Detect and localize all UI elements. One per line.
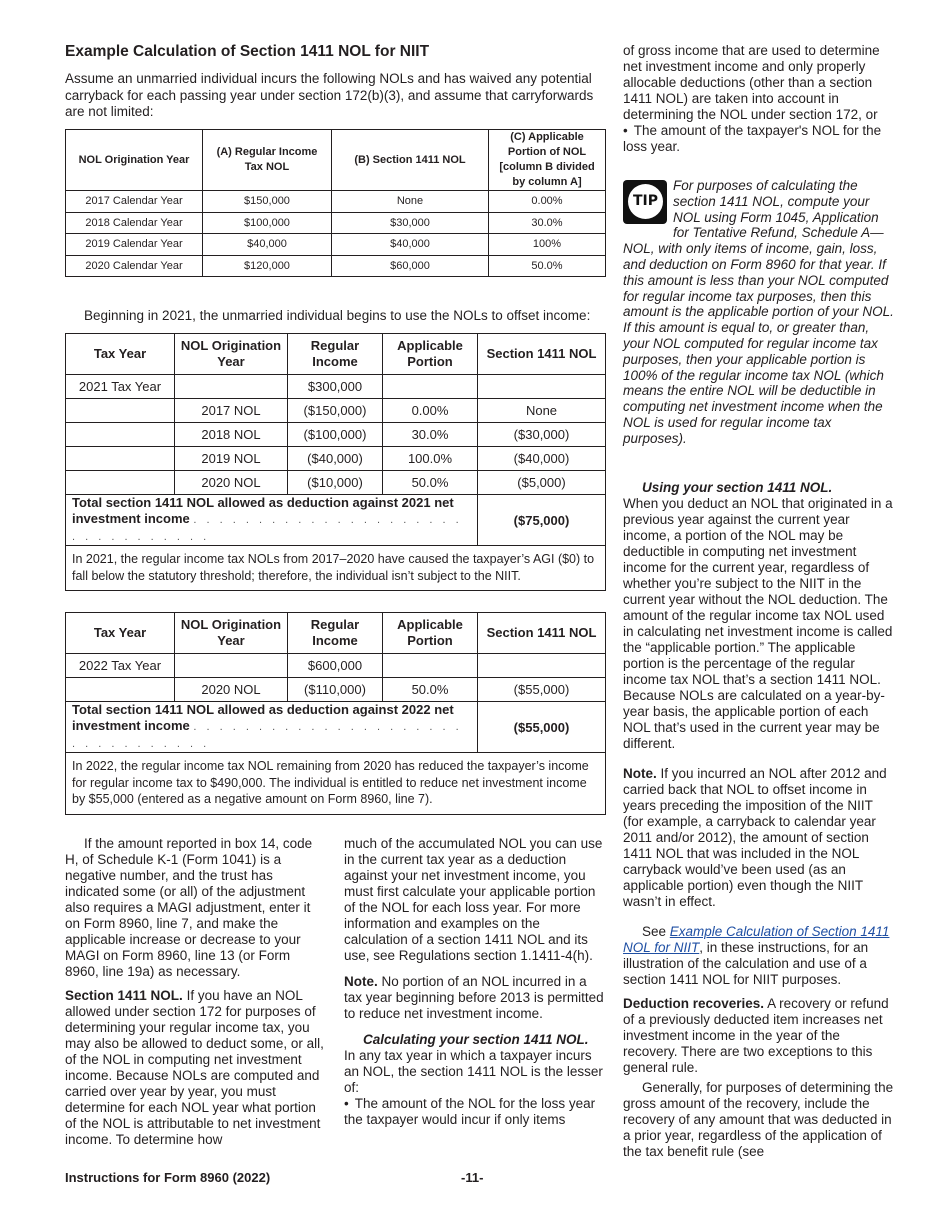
table-cell: 30.0% (383, 423, 478, 447)
column-3-bottom (623, 480, 895, 1168)
footer-form-title: Instructions for Form 8960 (2022) (65, 1170, 271, 1185)
table-cell: 50.0% (383, 678, 478, 702)
column-3-top (623, 43, 895, 163)
generally-paragraph: Generally, for purposes of determining the gross amount of the recovery, include the recovery of any amount that was deducted in a prior year, regardless of the application of the tax benefit rule (see (623, 1080, 894, 1159)
table-cell: ($150,000) (288, 399, 383, 423)
table-cell (66, 471, 175, 495)
see-suffix: , in these instructions, for an illustration of the calculation and use of a section 1411 NOL for NIIT purposes. (623, 940, 869, 987)
column-2 (344, 836, 606, 1136)
table-cell: ($5,000) (478, 471, 606, 495)
total-row (66, 702, 606, 753)
header-regular-income: Regular Income (288, 334, 383, 375)
table-cell: $100,000 (203, 212, 332, 234)
table-cell (478, 375, 606, 399)
table-row (66, 375, 606, 399)
page-number: -11- (461, 1170, 484, 1185)
total-label-line1: Total section 1411 NOL allowed as deduction against 2021 net (72, 495, 454, 510)
table-note: In 2022, the regular income tax NOL remaining from 2020 has reduced the taxpayer’s income for regular income tax to $490,000. The individual is entitled to reduce net investment income by $55,000 (entered as a negative amount on Form 8960, line 7). (66, 753, 606, 815)
table-cell: ($40,000) (288, 447, 383, 471)
table-cell (175, 375, 288, 399)
example-calculation-link[interactable]: Example Calculation of Section 1411 NOL for NIIT (623, 924, 890, 955)
table-cell: 2018 Calendar Year (66, 212, 203, 234)
leader-dots: . . . . . . . . . . . . . . . . . . . . . . . . . . . . . . . . (72, 721, 463, 750)
table-cell: ($30,000) (478, 423, 606, 447)
note-paragraph (623, 766, 895, 910)
bullet-item: • The amount of the NOL for the loss year the taxpayer would incur if only items (344, 1096, 606, 1128)
table-header-row (66, 613, 606, 654)
deduction-recoveries-paragraph (623, 996, 895, 1076)
table-cell: 2021 Tax Year (66, 375, 175, 399)
table-cell: ($100,000) (288, 423, 383, 447)
header-regular-income-tax-nol: (A) Regular Income Tax NOL (203, 130, 332, 191)
note-row (66, 753, 606, 815)
table-cell: 100.0% (383, 447, 478, 471)
table-cell: 50.0% (383, 471, 478, 495)
table-cell: 0.00% (489, 191, 606, 213)
table-cell (66, 447, 175, 471)
table-cell: 2018 NOL (175, 423, 288, 447)
intro-paragraph: Assume an unmarried individual incurs the following NOLs and has waived any potential carryback for each passing year under section 172(b)(3), and assume that carryforwards are not limited: (65, 71, 594, 119)
table-cell: ($10,000) (288, 471, 383, 495)
header-nol-origination-year: NOL Origination Year (175, 613, 288, 654)
table-row (66, 255, 606, 277)
table-cell: 2019 NOL (175, 447, 288, 471)
table-cell: None (478, 399, 606, 423)
table-cell (175, 654, 288, 678)
table-cell: 2022 Tax Year (66, 654, 175, 678)
table-cell: 50.0% (489, 255, 606, 277)
header-nol-origination-year: NOL Origination Year (175, 334, 288, 375)
table-cell: 0.00% (383, 399, 478, 423)
table-cell (66, 423, 175, 447)
table-row (66, 678, 606, 702)
total-value: ($75,000) (478, 495, 606, 546)
table-cell: $60,000 (332, 255, 489, 277)
header-applicable-portion: Applicable Portion (383, 334, 478, 375)
note-text: No portion of an NOL incurred in a tax year beginning before 2013 is permitted to reduce net investment income. (344, 974, 604, 1021)
note-text: If you incurred an NOL after 2012 and carried back that NOL to offset income in years preceding the imposition of the NIIT (for example, a carryback to calendar year 2011 and/or 2012), the amount of section 1411 NOL that was included in the NOL carryback would’ve been used (as an applicable portion) even though the NIIT wasn’t in effect. (623, 766, 887, 909)
table-cell: ($55,000) (478, 678, 606, 702)
header-section-1411-nol: (B) Section 1411 NOL (332, 130, 489, 191)
using-paragraph (623, 480, 895, 752)
column-1 (65, 836, 327, 1156)
table-cell: 2017 Calendar Year (66, 191, 203, 213)
tax-year-2022-table (65, 612, 606, 815)
table-cell: $150,000 (203, 191, 332, 213)
note-heading: Note. (623, 766, 657, 781)
table-cell: ($110,000) (288, 678, 383, 702)
table-header-row (66, 130, 606, 191)
see-prefix: See (642, 924, 670, 939)
beginning-text: Beginning in 2021, the unmarried individual begins to use the NOLs to offset income: (84, 308, 591, 323)
header-tax-year: Tax Year (66, 613, 175, 654)
total-label (66, 702, 478, 753)
table-row (66, 423, 606, 447)
deduction-recoveries-heading: Deduction recoveries. (623, 996, 765, 1011)
table-cell: 30.0% (489, 212, 606, 234)
note-row (66, 546, 606, 591)
table-row (66, 471, 606, 495)
table-row (66, 191, 606, 213)
table-cell: $40,000 (332, 234, 489, 256)
table-cell: $600,000 (288, 654, 383, 678)
table-row (66, 654, 606, 678)
header-regular-income: Regular Income (288, 613, 383, 654)
section-title: Example Calculation of Section 1411 NOL for NIIT (65, 43, 430, 60)
table-row (66, 447, 606, 471)
table-cell: ($40,000) (478, 447, 606, 471)
total-label-line1: Total section 1411 NOL allowed as deduction against 2022 net (72, 702, 454, 717)
section-1411-nol-paragraph (65, 988, 327, 1148)
total-value: ($55,000) (478, 702, 606, 753)
leader-dots: . . . . . . . . . . . . . . . . . . . . . . . . . . . . . . . . (72, 514, 463, 543)
accumulated-nol-paragraph: much of the accumulated NOL you can use in the current tax year as a deduction against your net investment income, you must first calculate your applicable portion of the NOL for each loss year. For more information and examples on the calculation of a section 1411 NOL and its use, see Regulations section 1.1411-4(h). (344, 836, 603, 963)
table-cell: $300,000 (288, 375, 383, 399)
calculating-text: In any tax year in which a taxpayer incurs an NOL, the section 1411 NOL is the lesser of: (344, 1048, 603, 1095)
table-cell (66, 678, 175, 702)
tip-text: For purposes of calculating the section 1411 NOL, compute your NOL using Form 1045, Application for Tentative Refund, Schedule A—NOL, with only items of income, gain, loss, and deduction on Form 8960 for that year. If this amount is less than your NOL computed for regular income tax purposes, then this amount is the applicable portion of your NOL. If this amount is equal to, or greater than, your NOL computed for regular income tax purposes, then your applicable portion is 100% of the regular income tax NOL (which means the entire NOL will be deductible in computing net investment income when the NOL is used for regular income tax purposes). (623, 178, 894, 446)
tip-box (623, 178, 895, 447)
table-row (66, 212, 606, 234)
table-cell: 2020 NOL (175, 471, 288, 495)
table-cell (478, 654, 606, 678)
calculating-heading: Calculating your section 1411 NOL. (363, 1032, 589, 1047)
table-cell (383, 654, 478, 678)
deduction-recoveries-text: A recovery or refund of a previously deducted item increases net investment income in the year of the recovery. There are two exceptions to this general rule. (623, 996, 889, 1075)
header-applicable-portion: Applicable Portion (383, 613, 478, 654)
table-row (66, 399, 606, 423)
table-cell: 100% (489, 234, 606, 256)
table-row (66, 234, 606, 256)
note-paragraph (344, 974, 606, 1022)
total-row (66, 495, 606, 546)
table-note: In 2021, the regular income tax NOLs from 2017–2020 have caused the taxpayer’s AGI ($0) to fall below the statutory threshold; therefore, the individual isn’t subject to the NIIT. (66, 546, 606, 591)
gross-income-paragraph: of gross income that are used to determine net investment income and only properly allocable deductions (other than a section 1411 NOL) are taken into account in determining the NOL under section 172, or (623, 43, 880, 122)
header-section-1411-nol: Section 1411 NOL (478, 334, 606, 375)
table-cell: 2020 Calendar Year (66, 255, 203, 277)
table-cell: $30,000 (332, 212, 489, 234)
table-cell (383, 375, 478, 399)
table-cell (66, 399, 175, 423)
using-heading: Using your section 1411 NOL. (642, 480, 833, 495)
table-cell: 2017 NOL (175, 399, 288, 423)
calculating-paragraph (344, 1032, 606, 1096)
total-label (66, 495, 478, 546)
section-1411-nol-text: If you have an NOL allowed under section 172 for purposes of determining your regular income tax, you may also be allowed to deduct some, or all, of the NOL in computing net investment income. Because NOLs are computed and carried over year by year, you must determine for each NOL year what portion of the NOL is attributable to net investment income. To determine how (65, 988, 324, 1147)
tip-label: TIP (628, 184, 663, 219)
table-header-row (66, 334, 606, 375)
section-1411-nol-heading: Section 1411 NOL. (65, 988, 183, 1003)
header-nol-origination-year: NOL Origination Year (66, 130, 203, 191)
table-cell: $40,000 (203, 234, 332, 256)
total-label-line2: investment income (72, 511, 190, 526)
table-cell: 2020 NOL (175, 678, 288, 702)
bullet-item: • The amount of the taxpayer's NOL for the loss year. (623, 123, 895, 155)
note-heading: Note. (344, 974, 378, 989)
table-cell: None (332, 191, 489, 213)
tip-icon (623, 180, 667, 224)
header-applicable-portion: (C) Applicable Portion of NOL [column B divided by column A] (489, 130, 606, 191)
header-tax-year: Tax Year (66, 334, 175, 375)
nol-origination-table (65, 129, 606, 277)
k1-paragraph: If the amount reported in box 14, code H, of Schedule K-1 (Form 1041) is a negative number, and the trust has indicated some (or all) of the adjustment also requires a MAGI adjustment, enter it on Form 8960, line 7, and make the applicable increase or decrease to your MAGI on Form 8960, line 13 (or Form 8960, line 19a) as necessary. (65, 836, 313, 979)
header-section-1411-nol: Section 1411 NOL (478, 613, 606, 654)
see-paragraph (623, 924, 895, 988)
table-cell: $120,000 (203, 255, 332, 277)
tax-year-2021-table (65, 333, 606, 591)
using-text: When you deduct an NOL that originated in a previous year against the current year income, a portion of the NOL may be deductible in computing net investment income for the current year, regardless of whether you’re subject to the NIIT in the current year without the NOL deduction. The amount of the regular income tax NOL used in calculating net investment income is called the “applicable portion.” The applicable portion is the percentage of the regular income tax NOL that’s a section 1411 NOL. Because NOLs are calculated on a year-by-year basis, the applicable portion of each NOL that’s used in the current year may be different. (623, 496, 893, 751)
table-cell: 2019 Calendar Year (66, 234, 203, 256)
total-label-line2: investment income (72, 718, 190, 733)
